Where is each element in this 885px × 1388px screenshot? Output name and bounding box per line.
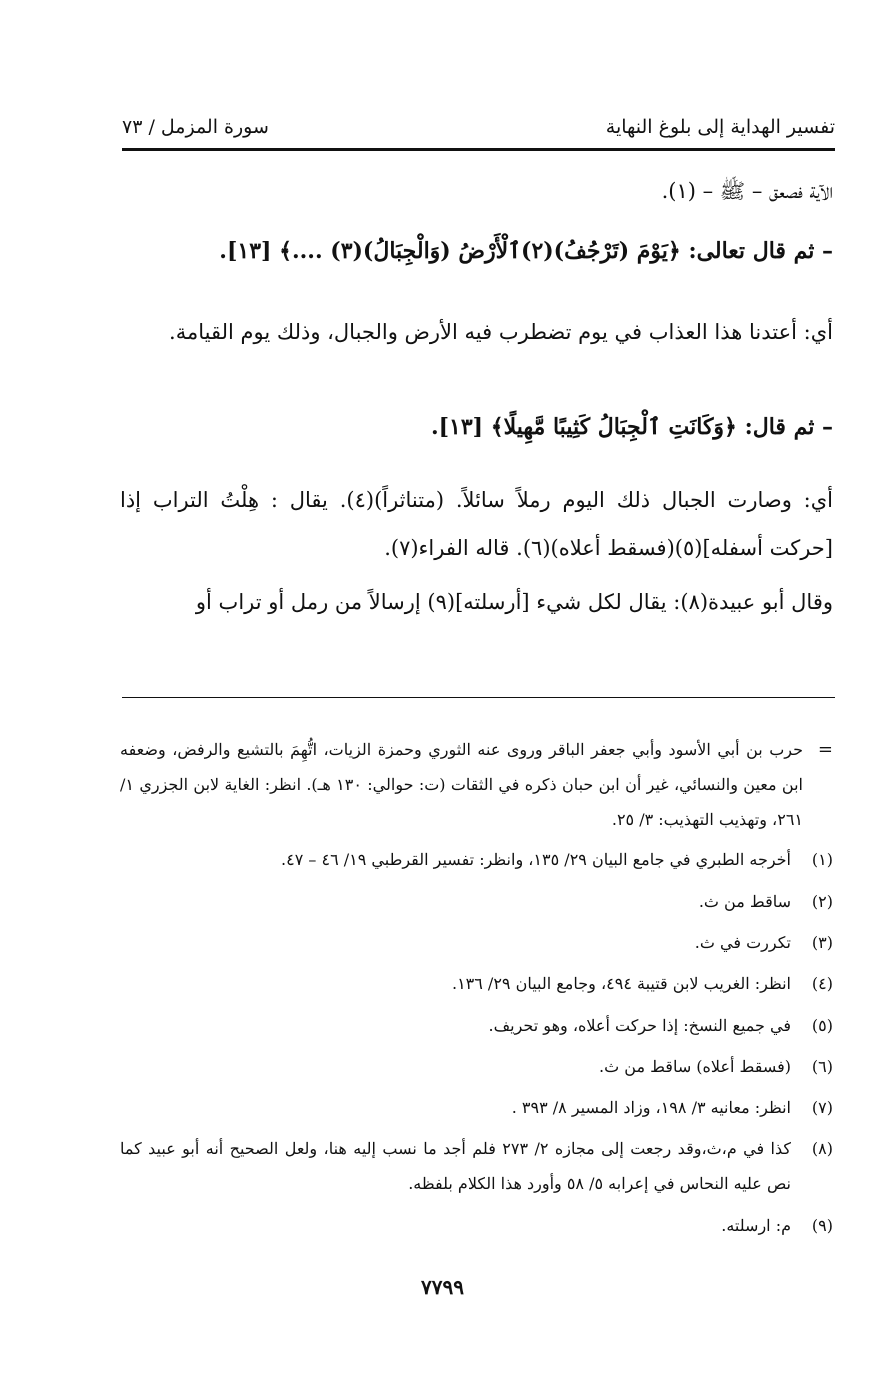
footnote-text: كذا في م،ث،وقد رجعت إلى مجازه ٢/ ٢٧٣ فلم أجد ما نسب إليه هنا، ولعل الصحيح أنه أبو عبيد كما نص عليه النحاس في إعرابه ٥/ ٥٨ وأورد هذا الكلام بلفظه. — [120, 1139, 792, 1193]
footnote-text: م: ارسلته. — [721, 1216, 791, 1235]
footnote-item — [120, 1008, 833, 1043]
footnote-number: (٩) — [811, 1216, 833, 1235]
footnote-item — [120, 884, 833, 919]
footnote-number: (٧) — [811, 1098, 833, 1117]
footnote-number: (٤) — [811, 974, 833, 993]
footnote-item — [120, 1208, 833, 1243]
footnote-item — [120, 842, 833, 877]
paragraph-1: أي: أعتدنا هذا العذاب في يوم تضطرب فيه الأرض والجبال، وذلك يوم القيامة. — [169, 320, 833, 344]
continuation-mark: = — [817, 739, 833, 760]
footnote-text: (فسقط أعلاه) ساقط من ث. — [599, 1057, 791, 1076]
footnote-separator — [122, 697, 835, 698]
footnote-text: ساقط من ث. — [698, 892, 791, 911]
footnote-text: انظر: معانيه ٣/ ١٩٨، وزاد المسير ٨/ ٣٩٣ . — [511, 1098, 791, 1117]
verse-line-2: – ثم قال: ﴿وَكَانَتِ ٱلْجِبَالُ كَثِيبًا مَّهِيلًا﴾ [١٣]. — [430, 414, 833, 440]
footnote-text: في جميع النسخ: إذا حركت أعلاه، وهو تحريف. — [488, 1016, 791, 1035]
text-line-last: وقال أبو عبيدة(٨): يقال لكل شيء [أرسلته](٩) إرسالاً من رمل أو تراب أو — [195, 590, 833, 614]
footnote-number: (٦) — [811, 1057, 833, 1076]
text-line-1: الآية فصعق – ﷺ – (١). — [661, 179, 833, 203]
surah-label: سورة المزمل / ٧٣ — [122, 116, 269, 138]
page-number: ٧٧٩٩ — [421, 1275, 464, 1299]
footnote-number: (١) — [811, 850, 833, 869]
continuation-text: حرب بن أبي الأسود وأبي جعفر الباقر وروى عنه الثوري وحمزة الزيات، اتُّهِمَ بالتشيع والرفض، وضعفه ابن معين والنسائي، غير أن ابن حبان ذكره في الثقات (ت: حوالي: ١٣٠ هـ). انظر: الغاية لابن الجزري ١/ ٢٦١، وتهذيب التهذيب: ٣/ ٢٥. — [120, 740, 804, 829]
footnote-text: تكررت في ث. — [694, 933, 791, 952]
footnote-text: أخرجه الطبري في جامع البيان ٢٩/ ١٣٥، وانظر: تفسير القرطبي ١٩/ ٤٦ – ٤٧. — [281, 850, 791, 869]
footnote-number: (٥) — [811, 1016, 833, 1035]
footnote-item — [120, 1049, 833, 1084]
footnote-text: انظر: الغريب لابن قتيبة ٤٩٤، وجامع البيان ٢٩/ ١٣٦. — [451, 974, 791, 993]
book-title: تفسير الهداية إلى بلوغ النهاية — [605, 116, 835, 138]
footnote-number: (٣) — [811, 933, 833, 952]
running-header — [122, 110, 835, 144]
footnote-item — [120, 925, 833, 960]
footnote-item — [120, 1090, 833, 1125]
footnote-item — [120, 966, 833, 1001]
footnote-number: (٢) — [811, 892, 833, 911]
footnote-item — [120, 1131, 833, 1201]
footnote-number: (٨) — [811, 1139, 833, 1158]
header-rule — [122, 148, 835, 151]
paragraph-2: أي: وصارت الجبال ذلك اليوم رملاً سائلاً. (متناثراً)(٤). يقال : هِلْتُ التراب إذا [حركت أسفله](٥)(فسقط أعلاه)(٦). قاله الفراء(٧). — [120, 488, 834, 560]
verse-line-1: – ثم قال تعالى: ﴿يَوْمَ (تَرْجُفُ)(٢)ٱلْأَرْضُ (وَالْجِبَالُ)(٣) ....﴾ [١٣]. — [219, 238, 833, 264]
footnote-continuation — [120, 732, 833, 837]
